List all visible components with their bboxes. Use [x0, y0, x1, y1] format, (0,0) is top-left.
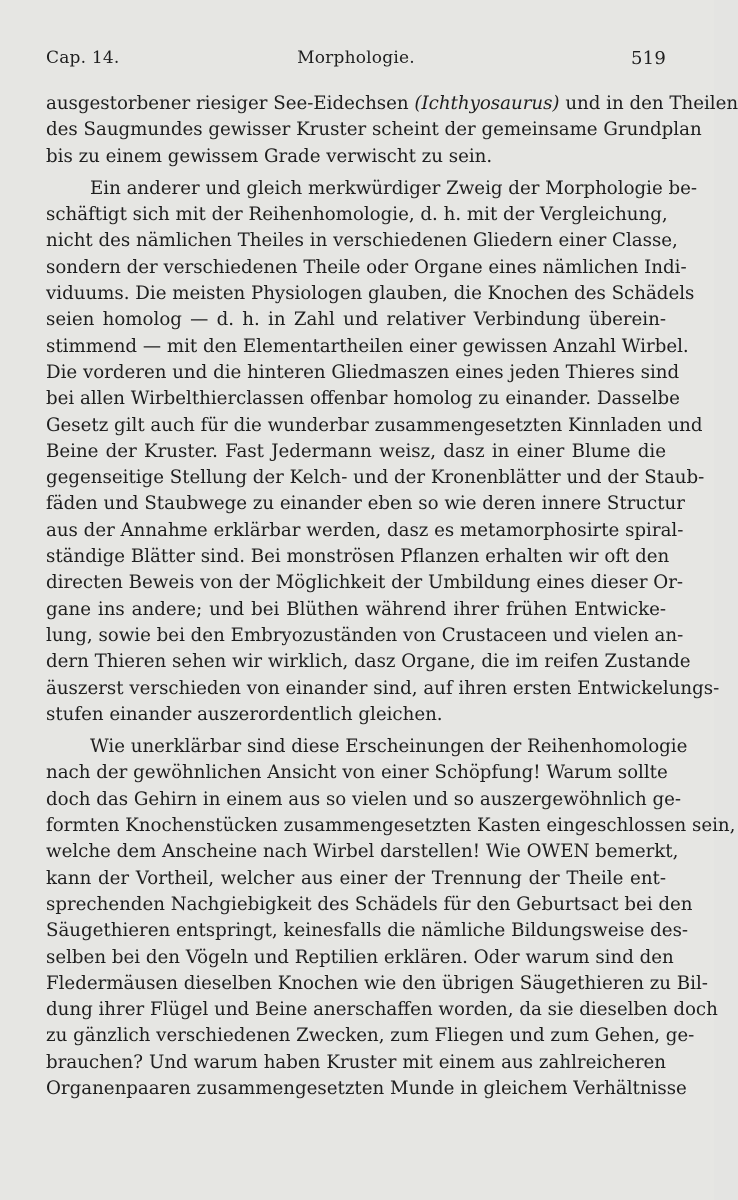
- text-line: stimmend — mit den Elementartheilen einer gewissen Anzahl Wirbel.: [46, 335, 689, 357]
- text-line: sondern der verschiedenen Theile oder Organe eines nämlichen Indi-: [46, 256, 687, 278]
- text-segment: ausgestorbener riesiger See-Eidechsen: [46, 93, 415, 114]
- page-number: 519: [631, 48, 666, 69]
- text-line: Die vorderen und die hinteren Gliedmaszen eines jeden Thieres sind: [46, 361, 680, 383]
- text-line: bis zu einem gewissem Grade verwischt zu sein.: [46, 145, 493, 167]
- text-line: gane ins andere; und bei Blüthen während ihrer frühen Entwicke-: [46, 598, 666, 620]
- text-line: Organenpaaren zusammengesetzten Munde in gleichem Verhältnisse: [46, 1077, 687, 1099]
- text-line: Ein anderer und gleich merkwürdiger Zweig der Morphologie be-: [90, 177, 698, 199]
- text-line: gegenseitige Stellung der Kelch- und der Kronenblätter und der Staub-: [46, 467, 705, 489]
- text-line: seien homolog — d. h. in Zahl und relativer Verbindung überein-: [46, 309, 666, 331]
- text-line: äuszerst verschieden von einander sind, auf ihren ersten Entwickelungs-: [46, 677, 720, 699]
- text-line: nach der gewöhnlichen Ansicht von einer Schöpfung! Warum sollte: [46, 762, 668, 784]
- section-title: Morphologie.: [297, 48, 415, 68]
- text-line: selben bei den Vögeln und Reptilien erklären. Oder warum sind den: [46, 946, 674, 968]
- text-line: viduums. Die meisten Physiologen glauben, die Knochen des Schädels: [46, 283, 695, 305]
- text-line: des Saugmundes gewisser Kruster scheint der gemeinsame Grundplan: [46, 119, 702, 141]
- text-line: brauchen? Und warum haben Kruster mit einem aus zahlreicheren: [46, 1051, 666, 1073]
- text-line: Beine der Kruster. Fast Jedermann weisz, dasz in einer Blume die: [46, 440, 666, 462]
- text-line: Gesetz gilt auch für die wunderbar zusammengesetzten Kinnladen und: [46, 414, 703, 436]
- text-line: aus der Annahme erklärbar werden, dasz es metamorphosirte spiral-: [46, 519, 684, 541]
- text-line: nicht des nämlichen Theiles in verschiedenen Gliedern einer Classe,: [46, 230, 678, 252]
- italic-term: (Ichthyosaurus): [414, 93, 560, 114]
- paragraph: [46, 91, 738, 170]
- running-header: [46, 48, 666, 74]
- text-line: Fledermäusen dieselben Knochen wie den übrigen Säugethieren zu Bil-: [46, 972, 708, 994]
- text-line: schäftigt sich mit der Reihenhomologie, d. h. mit der Vergleichung,: [46, 204, 668, 226]
- text-line: lung, sowie bei den Embryozuständen von Crustaceen und vielen an-: [46, 624, 684, 646]
- text-line: sprechenden Nachgiebigkeit des Schädels für den Geburtsact bei den: [46, 893, 693, 915]
- text-line: [46, 91, 738, 117]
- text-line: stufen einander auszerordentlich gleichen.: [46, 703, 443, 725]
- body-text: [46, 91, 738, 1102]
- paragraph: [46, 734, 736, 1102]
- text-line: Säugethieren entspringt, keinesfalls die nämliche Bildungsweise des-: [46, 920, 689, 942]
- chapter-label: Cap. 14.: [46, 48, 120, 68]
- text-line: zu gänzlich verschiedenen Zwecken, zum Fliegen und zum Gehen, ge-: [46, 1025, 695, 1047]
- text-line: formten Knochenstücken zusammengesetzten Kasten eingeschlossen sein,: [46, 815, 736, 837]
- paragraph: [46, 176, 720, 728]
- text-segment: und in den Theilen: [559, 93, 738, 114]
- text-line: dern Thieren sehen wir wirklich, dasz Organe, die im reifen Zustande: [46, 651, 691, 673]
- text-line: welche dem Anscheine nach Wirbel darstellen! Wie OWEN bemerkt,: [46, 841, 679, 863]
- text-line: dung ihrer Flügel und Beine anerschaffen worden, da sie dieselben doch: [46, 999, 718, 1021]
- text-line: Wie unerklärbar sind diese Erscheinungen der Reihenhomologie: [90, 736, 688, 758]
- text-line: doch das Gehirn in einem aus so vielen und so auszergewöhnlich ge-: [46, 788, 682, 810]
- text-line: bei allen Wirbelthierclassen offenbar homolog zu einander. Dasselbe: [46, 388, 680, 410]
- text-line: directen Beweis von der Möglichkeit der Umbildung eines dieser Or-: [46, 572, 684, 594]
- text-line: fäden und Staubwege zu einander eben so wie deren innere Structur: [46, 493, 685, 515]
- text-line: kann der Vortheil, welcher aus einer der Trennung der Theile ent-: [46, 867, 666, 889]
- text-line: ständige Blätter sind. Bei monströsen Pflanzen erhalten wir oft den: [46, 546, 670, 568]
